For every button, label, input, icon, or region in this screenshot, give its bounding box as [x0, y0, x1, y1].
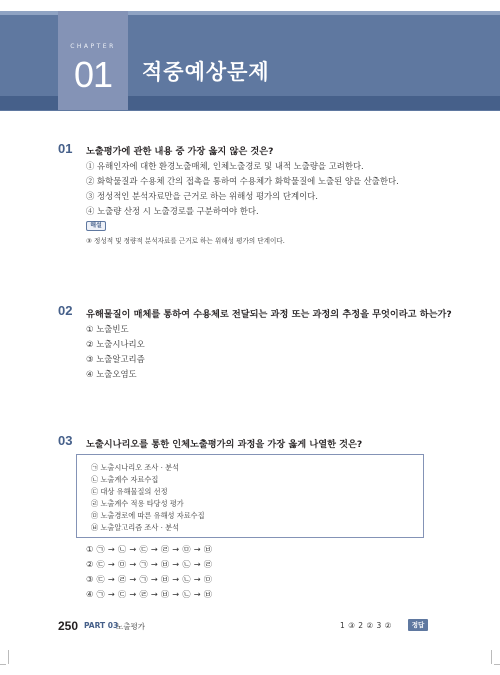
part-label: PART 03	[84, 621, 119, 630]
crop-mark	[8, 650, 9, 664]
answer-key: 1 ③ 2 ② 3 ②	[340, 621, 392, 630]
crop-mark	[494, 664, 500, 665]
answer-badge: 정답	[408, 619, 428, 631]
answer-option: ② ㉢ → ㉤ → ㉠ → ㉥ → ㉡ → ㉣	[86, 559, 213, 569]
answer-option: ① ㉠ → ㉡ → ㉢ → ㉣ → ㉤ → ㉥	[86, 544, 213, 554]
crop-mark	[491, 650, 492, 664]
question-text: 유해물질이 매체를 통하여 수용체로 전달되는 과정 또는 과정의 추정을 무엇이라고 하는가?	[86, 309, 452, 320]
steps-box	[76, 454, 424, 538]
part-title: 노출평가	[116, 622, 145, 631]
box-item: ㉠ 노출시나리오 조사 · 분석	[91, 463, 180, 472]
answer-option: ④ 노출량 산정 시 노출경로를 구분하여야 한다.	[86, 206, 259, 216]
chapter-box	[58, 11, 128, 110]
question-number: 03	[58, 433, 73, 448]
chapter-label: CHAPTER	[70, 43, 116, 50]
box-item: ㉥ 노출알고리즘 조사 · 분석	[91, 523, 180, 532]
box-item: ㉣ 노출계수 적용 타당성 평가	[91, 499, 184, 508]
question-text: 노출평가에 관한 내용 중 가장 옳지 않은 것은?	[86, 146, 274, 157]
answer-option: ④ ㉠ → ㉢ → ㉣ → ㉥ → ㉡ → ㉥	[86, 589, 213, 599]
page-title: 적중예상문제	[142, 60, 270, 84]
answer-option: ③ 노출알고리즘	[86, 354, 145, 364]
answer-option: ② 화학물질과 수용체 간의 접촉을 통하여 수용체가 화학물질에 노출된 양을 산출한다.	[86, 176, 399, 186]
question-text: 노출시나리오를 통한 인체노출평가의 과정을 가장 옳게 나열한 것은?	[86, 439, 363, 450]
box-item: ㉤ 노출경로에 따른 유해성 자료수집	[91, 511, 205, 520]
explanation-badge: 해설	[86, 221, 106, 231]
box-item: ㉢ 대상 유해물질의 선정	[91, 487, 168, 496]
answer-option: ③ 정성적인 분석자료만을 근거로 하는 위해성 평가의 단계이다.	[86, 191, 318, 201]
question-number: 01	[58, 141, 73, 156]
question-number: 02	[58, 303, 73, 318]
crop-mark	[0, 664, 6, 665]
answer-option: ① 유해인자에 대한 환경노출매체, 인체노출경로 및 내적 노출량을 고려한다.	[86, 161, 364, 171]
box-item: ㉡ 노출계수 자료수집	[91, 475, 159, 484]
answer-option: ③ ㉢ → ㉣ → ㉠ → ㉥ → ㉡ → ㉤	[86, 574, 213, 584]
answer-option: ① 노출빈도	[86, 324, 129, 334]
answer-option: ④ 노출오염도	[86, 369, 137, 379]
explanation-text: ③ 정성적 및 정량적 분석자료를 근거로 하는 위해성 평가의 단계이다.	[86, 237, 285, 245]
chapter-number: 01	[73, 54, 113, 95]
answer-option: ② 노출시나리오	[86, 339, 145, 349]
page-number: 250	[58, 619, 79, 633]
